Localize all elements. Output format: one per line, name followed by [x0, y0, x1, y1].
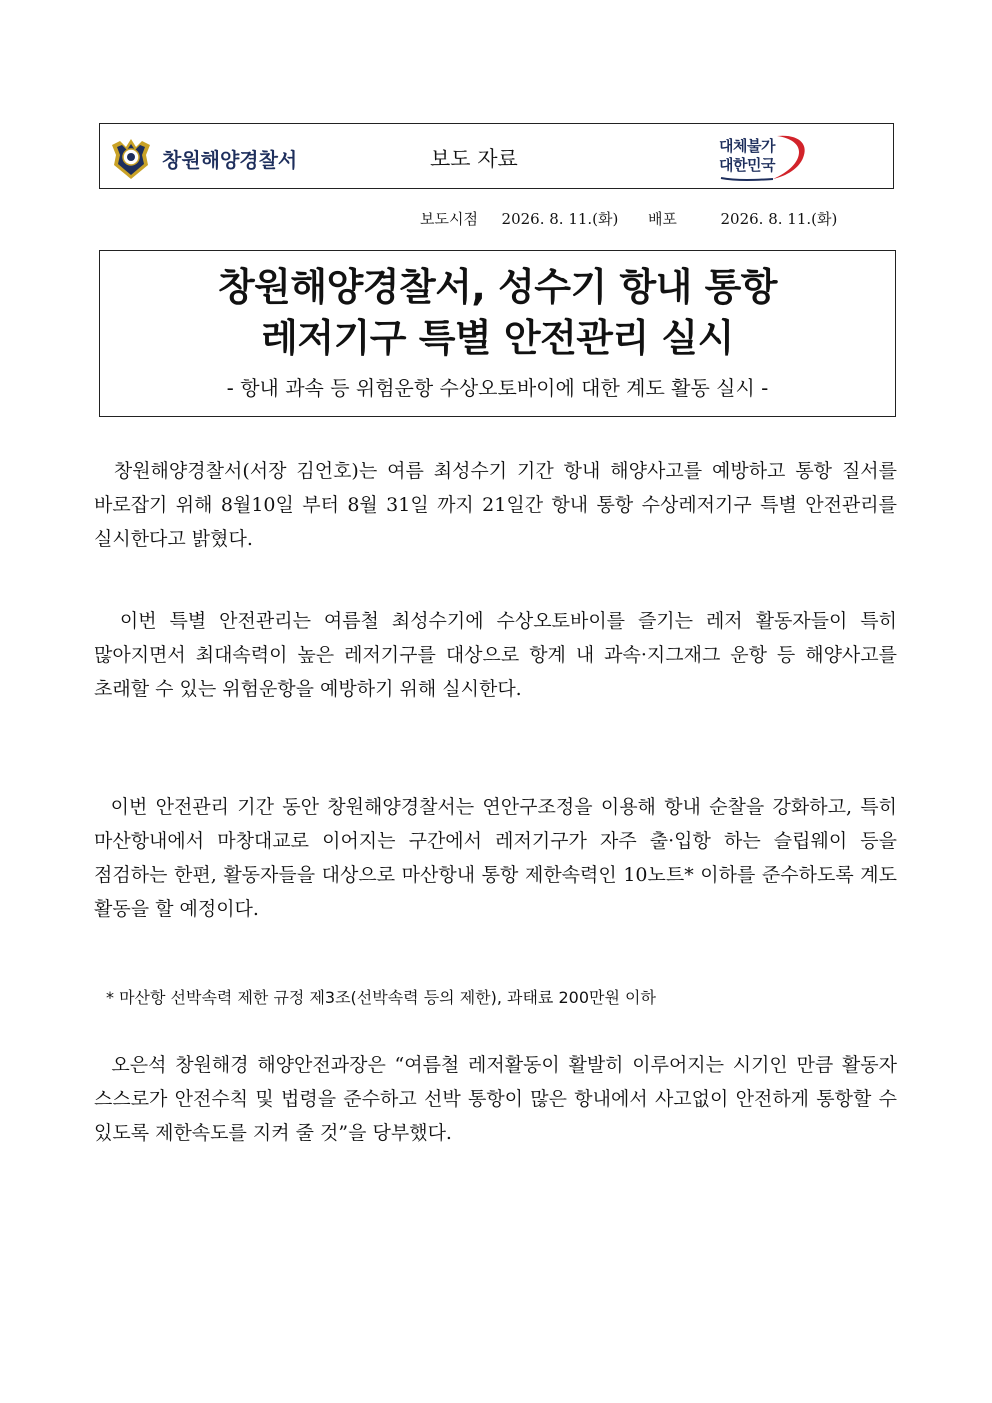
- headline-line1: 창원해양경찰서, 성수기 항내 통항: [217, 265, 778, 309]
- distribution-label: 배포: [647, 210, 677, 228]
- paragraph-4-text: 오은석 창원해경 해양안전과장은 “여름철 레저활동이 활발히 이루어지는 시기인 만큼 활동자 스스로가 안전수칙 및 법령을 준수하고 선박 통항이 많은 항내에서 사고없이 안전하게 통항할 수 있도록 제한속도를 지켜 줄 것”을 당부했다.: [94, 1054, 897, 1144]
- slogan-line1: 대체불가: [719, 137, 775, 155]
- paragraph-2-text: 이번 특별 안전관리는 여름철 최성수기에 수상오토바이를 즐기는 레저 활동자들이 특히 많아지면서 최대속력이 높은 레저기구를 대상으로 항계 내 과속·지그재그 운항 등 해양사고를 초래할 수 있는 위험운항을 예방하기 위해 실시한다.: [94, 610, 897, 700]
- distribution-date: 2026. 8. 11.(화): [720, 210, 838, 228]
- body-paragraph-2: [94, 604, 897, 706]
- subtitle: - 항내 과속 등 위험운항 수상오토바이에 대한 계도 활동 실시 -: [226, 376, 769, 400]
- body-paragraph-1: [94, 454, 897, 556]
- agency-name: 창원해양경찰서: [162, 148, 298, 172]
- header-box: [99, 123, 894, 189]
- body-paragraph-3: [94, 790, 897, 926]
- footnote: * 마산항 선박속력 제한 규정 제3조(선박속력 등의 제한), 과태료 200만원 이하: [106, 988, 656, 1007]
- doc-type-label: 보도 자료: [430, 147, 518, 171]
- slogan-logo: [717, 132, 813, 182]
- report-time-label: 보도시점: [420, 210, 478, 228]
- coast-guard-emblem-icon: [108, 133, 154, 181]
- headline-line2: 레저기구 특별 안전관리 실시: [261, 316, 734, 360]
- title-box: [99, 250, 896, 417]
- slogan-line2: 대한민국: [719, 156, 775, 174]
- report-date: 2026. 8. 11.(화): [501, 210, 619, 228]
- paragraph-1-text: 창원해양경찰서(서장 김언호)는 여름 최성수기 기간 항내 해양사고를 예방하고 통항 질서를 바로잡기 위해 8월10일 부터 8월 31일 까지 21일간 항내 통항 수상레저기구 특별 안전관리를 실시한다고 밝혔다.: [94, 460, 897, 550]
- release-info: [420, 208, 837, 229]
- paragraph-3-text: 이번 안전관리 기간 동안 창원해양경찰서는 연안구조정을 이용해 항내 순찰을 강화하고, 특히 마산항내에서 마창대교로 이어지는 구간에서 레저기구가 자주 출·입항 하는 슬립웨이 등을 점검하는 한편, 활동자들을 대상으로 마산항내 통항 제한속력인 10노트* 이하를 준수하도록 계도 활동을 할 예정이다.: [94, 796, 897, 920]
- body-paragraph-4: [94, 1048, 897, 1150]
